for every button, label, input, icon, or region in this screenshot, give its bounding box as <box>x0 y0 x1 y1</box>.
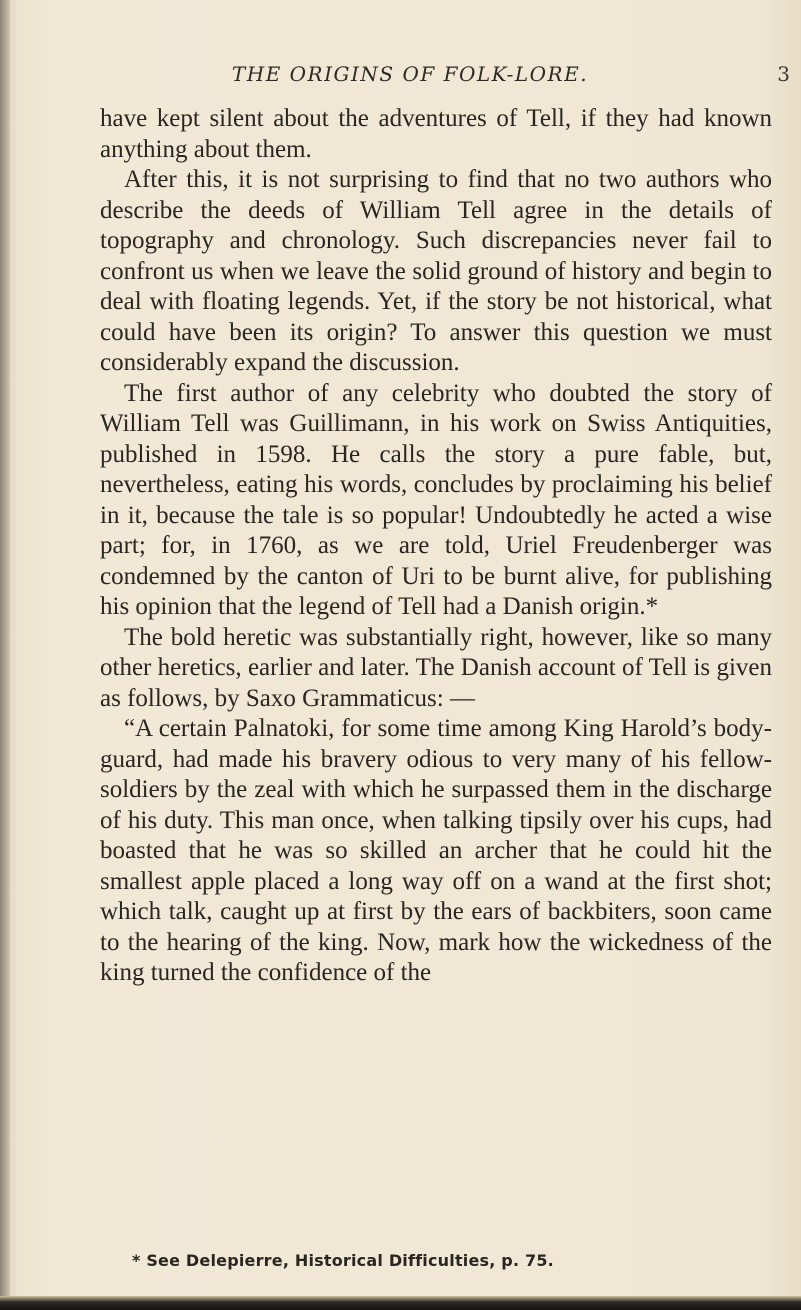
paragraph-2: After this, it is not surprising to find that no two authors who describe the deeds of William Tell agree in the details of topography and chronology. Such discrepancies never fail to confront us when we leave the solid ground of history and begin to deal with floating legends. Yet, if the story be not historical, what could have been its origin? To answer this question we must considerably expand the discussion. <box>100 166 772 376</box>
paragraph-3: The first author of any celebrity who doubted the story of William Tell was Guillimann, in his work on Swiss Antiquities, published in 1598. He calls the story a pure fable, but, nevertheless, eating his words, concludes by proclaiming his belief in it, because the tale is so popular! Undoubtedly he acted a wise part; for, in 1760, as we are told, Uriel Freudenberger was condemned by the canton of Uri to be burnt alive, for publishing his opinion that the legend of Tell had a Danish origin.* <box>100 379 772 620</box>
page-number: 3 <box>777 62 790 86</box>
body-text <box>100 104 772 989</box>
running-head: THE ORIGINS OF FOLK-LORE. <box>231 62 589 86</box>
page-spine-shadow <box>0 0 10 1310</box>
page-bottom-edge <box>0 1296 801 1310</box>
footnote: * See Delepierre, Historical Difficulties, p. 75. <box>132 1251 554 1270</box>
paragraph-4: The bold heretic was substantially right, however, like so many other heretics, earlier and later. The Danish account of Tell is given as follows, by Saxo Grammaticus: — <box>100 623 772 712</box>
paragraph-5-quotation: “A certain Palnatoki, for some time among King Harold’s body-guard, had made his bravery odious to very many of his fellow-soldiers by the zeal with which he surpassed them in the discharge of his duty. This man once, when talking tipsily over his cups, had boasted that he was so skilled an archer that he could hit the smallest apple placed a long way off on a wand at the first shot; which talk, caught up at first by the ears of backbiters, soon came to the hearing of the king. Now, mark how the wickedness of the king turned the confidence of the <box>100 715 772 986</box>
page-header <box>120 62 790 92</box>
paragraph-1: have kept silent about the adventures of Tell, if they had known anything about them. <box>100 105 772 163</box>
